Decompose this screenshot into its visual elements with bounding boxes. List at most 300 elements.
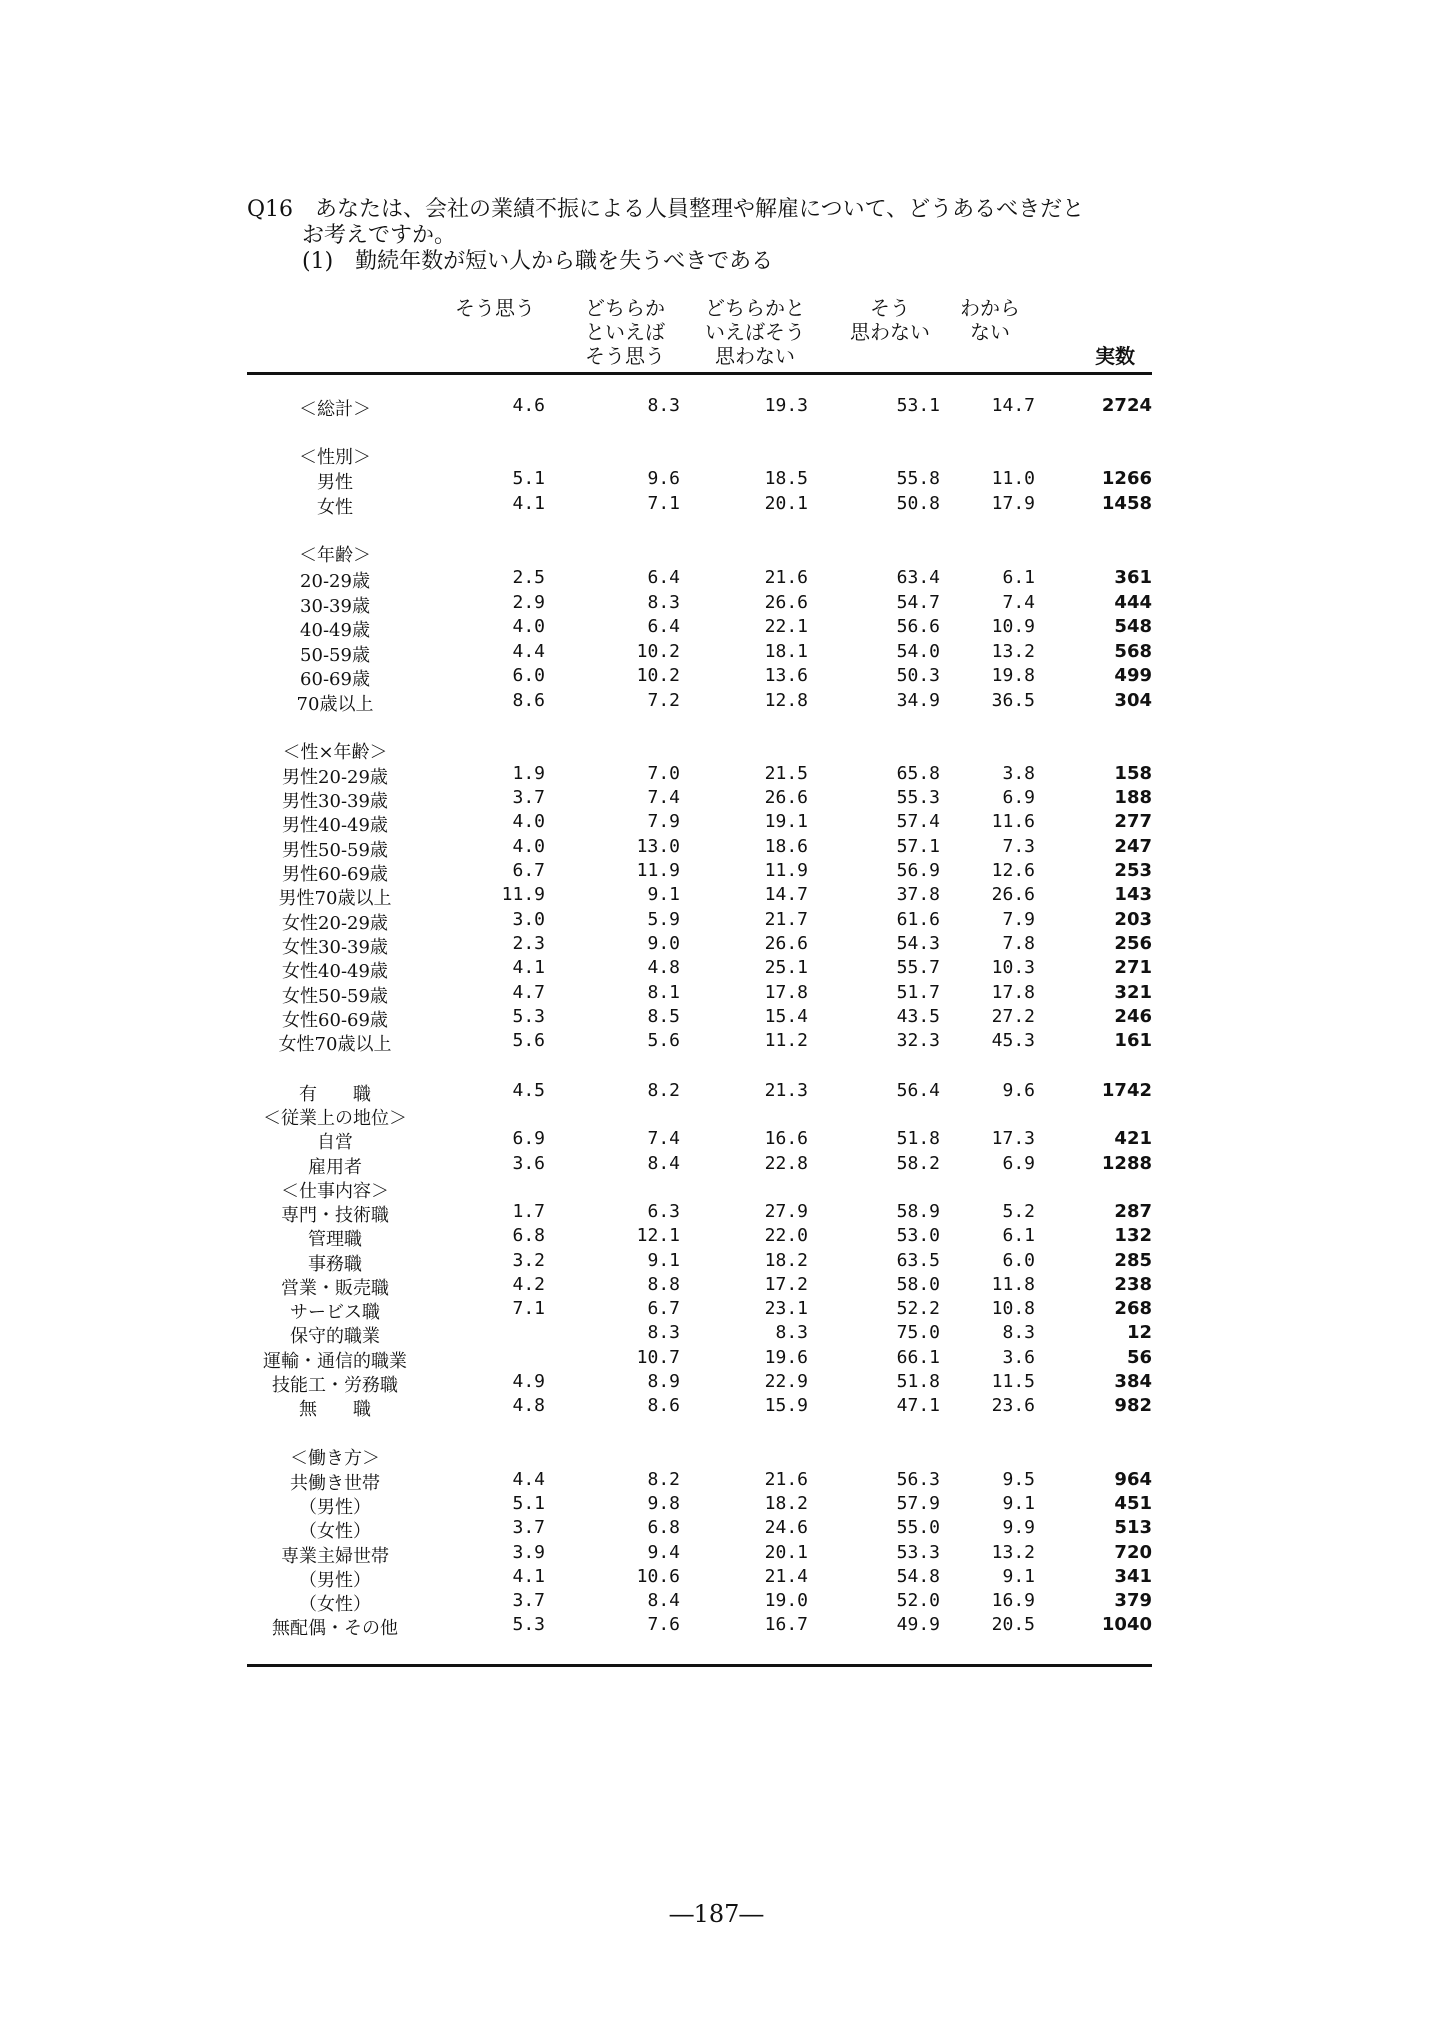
cell-col5: 6.9 [1002,1153,1035,1174]
cell-col4: 53.1 [896,395,940,416]
table-row [0,1444,1433,1468]
row-label: 雇用者 [308,1157,362,1178]
cell-col6: 132 [1114,1225,1152,1246]
cell-col2: 8.5 [647,1006,680,1027]
cell-col3: 22.0 [764,1225,808,1246]
cell-col5: 6.9 [1002,787,1035,808]
cell-col1: 2.3 [512,933,545,954]
cell-col5: 7.9 [1002,909,1035,930]
cell-col5: 11.6 [991,811,1035,832]
cell-col1: 4.6 [512,395,545,416]
cell-col2: 8.1 [647,982,680,1003]
cell-col3: 15.4 [764,1006,808,1027]
cell-col5: 45.3 [991,1030,1035,1051]
cell-col6: 1458 [1101,493,1152,514]
cell-col3: 26.6 [764,787,808,808]
cell-col2: 6.8 [647,1517,680,1538]
cell-col6: 982 [1114,1395,1152,1416]
cell-col4: 50.3 [896,665,940,686]
cell-col3: 16.7 [764,1614,808,1635]
cell-col4: 56.3 [896,1469,940,1490]
cell-col6: 188 [1114,787,1152,808]
table-row [0,1347,1433,1371]
cell-col5: 11.0 [991,468,1035,489]
cell-col6: 161 [1114,1030,1152,1051]
cell-col6: 238 [1114,1274,1152,1295]
table-row [0,738,1433,762]
table-row [0,1104,1433,1128]
row-label: 共働き世帯 [290,1473,380,1494]
table-row [0,690,1433,714]
cell-col4: 56.4 [896,1080,940,1101]
row-label: 男性20-29歳 [282,767,388,788]
cell-col1: 3.7 [512,1590,545,1611]
cell-col4: 49.9 [896,1614,940,1635]
cell-col4: 61.6 [896,909,940,930]
row-label: 女性70歳以上 [278,1034,392,1055]
cell-col6: 268 [1114,1298,1152,1319]
table-row [0,1469,1433,1493]
cell-col2: 9.1 [647,1250,680,1271]
cell-col6: 361 [1114,567,1152,588]
cell-col4: 50.8 [896,493,940,514]
row-label: 女性60-69歳 [282,1010,388,1031]
cell-col6: 56 [1126,1347,1152,1368]
table-row [0,957,1433,981]
cell-col6: 513 [1114,1517,1152,1538]
cell-col4: 54.3 [896,933,940,954]
row-label: 60-69歳 [300,669,370,690]
table-row [0,1080,1433,1104]
cell-col3: 17.2 [764,1274,808,1295]
cell-col4: 47.1 [896,1395,940,1416]
table-row [0,1517,1433,1541]
row-label: 保守的職業 [290,1326,380,1347]
cell-col2: 10.6 [636,1566,680,1587]
cell-col3: 19.0 [764,1590,808,1611]
cell-col2: 11.9 [636,860,680,881]
cell-col4: 58.2 [896,1153,940,1174]
row-label: 男性30-39歳 [282,791,388,812]
cell-col2: 10.7 [636,1347,680,1368]
cell-col1: 4.7 [512,982,545,1003]
cell-col3: 24.6 [764,1517,808,1538]
cell-col4: 56.9 [896,860,940,881]
row-label: 女性 [317,497,353,518]
cell-col6: 304 [1114,690,1152,711]
cell-col3: 20.1 [764,1542,808,1563]
header-dochiraka-omowanai: どちらかと いえばそう 思わない [705,296,805,368]
cell-col5: 9.6 [1002,1080,1035,1101]
cell-col5: 20.5 [991,1614,1035,1635]
cell-col4: 37.8 [896,884,940,905]
table-row [0,1177,1433,1201]
cell-col3: 11.2 [764,1030,808,1051]
cell-col1: 4.5 [512,1080,545,1101]
table-row [0,1006,1433,1030]
cell-col5: 3.6 [1002,1347,1035,1368]
cell-col3: 16.6 [764,1128,808,1149]
table-row [0,1225,1433,1249]
cell-col1: 1.9 [512,763,545,784]
row-label: ＜性別＞ [299,447,371,468]
cell-col6: 277 [1114,811,1152,832]
cell-col3: 18.2 [764,1250,808,1271]
table-row [0,592,1433,616]
cell-col2: 9.4 [647,1542,680,1563]
cell-col4: 65.8 [896,763,940,784]
row-label: 管理職 [308,1229,362,1250]
row-label: （男性） [299,1570,371,1591]
cell-col4: 57.9 [896,1493,940,1514]
cell-col1: 8.6 [512,690,545,711]
row-label: ＜性×年齢＞ [282,742,388,763]
cell-col1: 3.7 [512,787,545,808]
cell-col1: 3.9 [512,1542,545,1563]
cell-col4: 34.9 [896,690,940,711]
row-label: ＜従業上の地位＞ [263,1108,407,1129]
cell-col1: 5.6 [512,1030,545,1051]
cell-col2: 6.4 [647,616,680,637]
cell-col2: 8.3 [647,395,680,416]
row-label: 女性20-29歳 [282,913,388,934]
cell-col3: 21.6 [764,1469,808,1490]
cell-col5: 7.8 [1002,933,1035,954]
cell-col5: 10.8 [991,1298,1035,1319]
cell-col3: 8.3 [775,1322,808,1343]
cell-col2: 10.2 [636,665,680,686]
cell-col2: 8.2 [647,1080,680,1101]
cell-col2: 6.7 [647,1298,680,1319]
table-row [0,811,1433,835]
table-row [0,1566,1433,1590]
table-row [0,665,1433,689]
cell-col1: 2.9 [512,592,545,613]
table-row [0,884,1433,908]
cell-col2: 8.4 [647,1153,680,1174]
row-label: ＜働き方＞ [290,1448,380,1469]
cell-col5: 27.2 [991,1006,1035,1027]
cell-col3: 18.2 [764,1493,808,1514]
cell-col2: 7.4 [647,1128,680,1149]
table-row [0,1322,1433,1346]
row-label: 20-29歳 [300,571,370,592]
cell-col6: 256 [1114,933,1152,954]
cell-col5: 5.2 [1002,1201,1035,1222]
cell-col5: 3.8 [1002,763,1035,784]
cell-col2: 8.9 [647,1371,680,1392]
cell-col2: 7.2 [647,690,680,711]
cell-col5: 19.8 [991,665,1035,686]
cell-col6: 384 [1114,1371,1152,1392]
cell-col2: 4.8 [647,957,680,978]
cell-col4: 56.6 [896,616,940,637]
row-label: 無配偶・その他 [272,1618,398,1639]
cell-col3: 22.1 [764,616,808,637]
cell-col3: 23.1 [764,1298,808,1319]
table-row [0,1590,1433,1614]
table-row [0,860,1433,884]
cell-col3: 14.7 [764,884,808,905]
cell-col5: 23.6 [991,1395,1035,1416]
cell-col1: 2.5 [512,567,545,588]
cell-col2: 12.1 [636,1225,680,1246]
cell-col1: 5.3 [512,1006,545,1027]
question-text-continued: お考えですか。 [302,223,457,248]
cell-col5: 9.9 [1002,1517,1035,1538]
cell-col5: 11.5 [991,1371,1035,1392]
table-row [0,567,1433,591]
cell-col3: 12.8 [764,690,808,711]
cell-col6: 720 [1114,1542,1152,1563]
cell-col3: 26.6 [764,933,808,954]
cell-col3: 25.1 [764,957,808,978]
table-row [0,1250,1433,1274]
cell-col3: 13.6 [764,665,808,686]
cell-col2: 7.4 [647,787,680,808]
row-label: 女性50-59歳 [282,986,388,1007]
cell-col6: 253 [1114,860,1152,881]
cell-col4: 55.3 [896,787,940,808]
cell-col6: 287 [1114,1201,1152,1222]
cell-col3: 20.1 [764,493,808,514]
cell-col1: 5.1 [512,1493,545,1514]
cell-col4: 58.0 [896,1274,940,1295]
cell-col5: 17.3 [991,1128,1035,1149]
cell-col1: 4.0 [512,811,545,832]
cell-col6: 1040 [1101,1614,1152,1635]
cell-col5: 17.8 [991,982,1035,1003]
cell-col5: 9.1 [1002,1493,1035,1514]
cell-col4: 52.2 [896,1298,940,1319]
row-label: 女性30-39歳 [282,937,388,958]
cell-col5: 6.1 [1002,1225,1035,1246]
cell-col3: 21.7 [764,909,808,930]
row-label: ＜仕事内容＞ [281,1181,389,1202]
cell-col2: 10.2 [636,641,680,662]
table-row [0,933,1433,957]
cell-col2: 9.6 [647,468,680,489]
cell-col2: 5.6 [647,1030,680,1051]
cell-col1: 4.1 [512,957,545,978]
table-row [0,468,1433,492]
cell-col5: 14.7 [991,395,1035,416]
row-label: 50-59歳 [300,645,370,666]
header-soomou: そう思う [455,296,535,320]
cell-col5: 9.5 [1002,1469,1035,1490]
cell-col1: 4.4 [512,641,545,662]
cell-col4: 58.9 [896,1201,940,1222]
cell-col4: 57.4 [896,811,940,832]
cell-col2: 8.8 [647,1274,680,1295]
cell-col6: 143 [1114,884,1152,905]
table-row [0,1201,1433,1225]
cell-col6: 1288 [1101,1153,1152,1174]
row-label: 事務職 [308,1254,362,1275]
cell-col1: 4.9 [512,1371,545,1392]
cell-col2: 8.4 [647,1590,680,1611]
cell-col3: 22.8 [764,1153,808,1174]
row-label: 無 職 [299,1399,371,1420]
cell-col3: 21.6 [764,567,808,588]
row-label: 運輸・通信的職業 [263,1351,407,1372]
cell-col4: 63.5 [896,1250,940,1271]
table-row [0,787,1433,811]
table-row [0,1371,1433,1395]
table-row [0,1614,1433,1638]
cell-col5: 8.3 [1002,1322,1035,1343]
cell-col3: 19.1 [764,811,808,832]
cell-col2: 8.3 [647,1322,680,1343]
cell-col1: 6.9 [512,1128,545,1149]
cell-col6: 341 [1114,1566,1152,1587]
cell-col5: 7.4 [1002,592,1035,613]
table-row [0,1128,1433,1152]
cell-col3: 17.8 [764,982,808,1003]
row-label: 男性70歳以上 [278,888,392,909]
row-label: 男性 [317,472,353,493]
cell-col1: 3.2 [512,1250,545,1271]
cell-col4: 75.0 [896,1322,940,1343]
table-row [0,1395,1433,1419]
table-bottom-rule [247,1664,1152,1667]
cell-col5: 13.2 [991,1542,1035,1563]
cell-col2: 7.6 [647,1614,680,1635]
table-row [0,1153,1433,1177]
cell-col5: 11.8 [991,1274,1035,1295]
cell-col4: 52.0 [896,1590,940,1611]
row-label: 男性60-69歳 [282,864,388,885]
cell-col5: 36.5 [991,690,1035,711]
row-label: 30-39歳 [300,596,370,617]
cell-col4: 54.8 [896,1566,940,1587]
cell-col4: 51.8 [896,1371,940,1392]
cell-col5: 6.0 [1002,1250,1035,1271]
table-row [0,395,1433,419]
cell-col4: 54.0 [896,641,940,662]
row-label: 40-49歳 [300,620,370,641]
row-label: 女性40-49歳 [282,961,388,982]
cell-col4: 53.3 [896,1542,940,1563]
cell-col2: 8.6 [647,1395,680,1416]
cell-col4: 51.7 [896,982,940,1003]
table-row [0,1542,1433,1566]
cell-col3: 18.6 [764,836,808,857]
cell-col6: 12 [1126,1322,1152,1343]
cell-col1: 3.0 [512,909,545,930]
header-soo-omowanai: そう 思わない [850,296,930,344]
cell-col1: 1.7 [512,1201,545,1222]
cell-col6: 247 [1114,836,1152,857]
cell-col4: 55.7 [896,957,940,978]
cell-col6: 321 [1114,982,1152,1003]
cell-col6: 548 [1114,616,1152,637]
cell-col2: 9.0 [647,933,680,954]
cell-col4: 66.1 [896,1347,940,1368]
cell-col1: 5.3 [512,1614,545,1635]
table-row [0,1493,1433,1517]
cell-col6: 499 [1114,665,1152,686]
row-label: ＜総計＞ [299,399,371,420]
cell-col2: 9.8 [647,1493,680,1514]
cell-col2: 6.4 [647,567,680,588]
cell-col6: 1266 [1101,468,1152,489]
table-row [0,1030,1433,1054]
row-label: （男性） [299,1497,371,1518]
table-row [0,616,1433,640]
cell-col6: 379 [1114,1590,1152,1611]
table-row [0,443,1433,467]
cell-col5: 13.2 [991,641,1035,662]
cell-col2: 8.3 [647,592,680,613]
cell-col4: 55.8 [896,468,940,489]
cell-col2: 7.1 [647,493,680,514]
cell-col5: 7.3 [1002,836,1035,857]
cell-col3: 21.5 [764,763,808,784]
cell-col2: 6.3 [647,1201,680,1222]
cell-col3: 21.3 [764,1080,808,1101]
cell-col3: 11.9 [764,860,808,881]
cell-col2: 9.1 [647,884,680,905]
table-row [0,1298,1433,1322]
row-label: 男性40-49歳 [282,815,388,836]
cell-col3: 21.4 [764,1566,808,1587]
cell-col4: 63.4 [896,567,940,588]
row-label: 営業・販売職 [281,1278,389,1299]
cell-col1: 5.1 [512,468,545,489]
cell-col6: 451 [1114,1493,1152,1514]
page-number: ―187― [669,1900,764,1928]
cell-col4: 51.8 [896,1128,940,1149]
header-wakaranai: わから ない [960,296,1020,344]
cell-col4: 57.1 [896,836,940,857]
cell-col2: 7.0 [647,763,680,784]
cell-col4: 32.3 [896,1030,940,1051]
cell-col6: 964 [1114,1469,1152,1490]
cell-col4: 54.7 [896,592,940,613]
cell-col6: 421 [1114,1128,1152,1149]
row-label: 70歳以上 [296,694,374,715]
table-top-rule [247,372,1152,375]
cell-col6: 1742 [1101,1080,1152,1101]
table-row [0,641,1433,665]
table-row [0,541,1433,565]
table-row [0,982,1433,1006]
question-text: Q16 あなたは、会社の業績不振による人員整理や解雇について、どうあるべきだと [247,197,1085,222]
cell-col3: 19.6 [764,1347,808,1368]
cell-col4: 53.0 [896,1225,940,1246]
question-subitem: (1) 勤続年数が短い人から職を失うべきである [302,249,774,274]
row-label: （女性） [299,1594,371,1615]
row-label: 専門・技術職 [281,1205,389,1226]
cell-col2: 13.0 [636,836,680,857]
cell-col1: 3.7 [512,1517,545,1538]
cell-col5: 10.3 [991,957,1035,978]
cell-col1: 4.2 [512,1274,545,1295]
table-row [0,763,1433,787]
cell-col6: 444 [1114,592,1152,613]
row-label: サービス職 [290,1302,380,1323]
table-row [0,836,1433,860]
cell-col3: 26.6 [764,592,808,613]
cell-col1: 6.0 [512,665,545,686]
cell-col5: 16.9 [991,1590,1035,1611]
row-label: （女性） [299,1521,371,1542]
header-jissu: 実数 [1095,344,1135,368]
table-row [0,909,1433,933]
table-row [0,493,1433,517]
cell-col3: 18.5 [764,468,808,489]
